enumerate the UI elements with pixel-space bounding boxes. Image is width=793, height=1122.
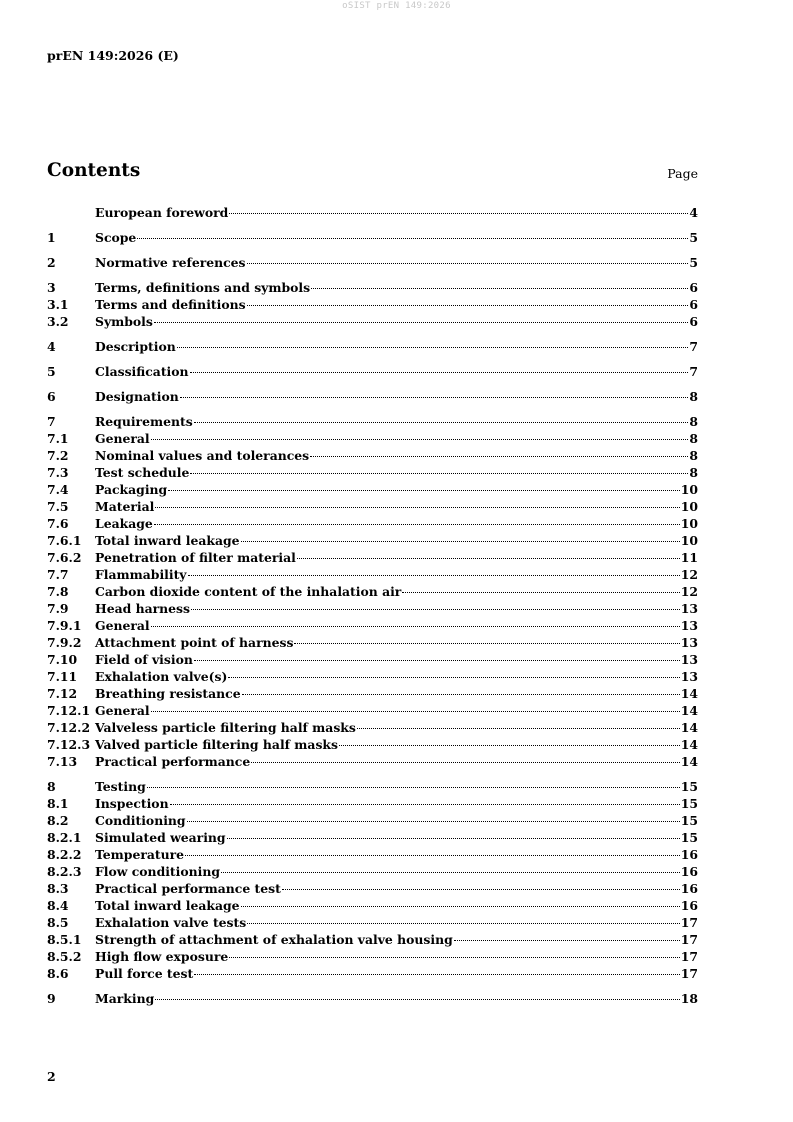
toc-entry-number: 9 xyxy=(47,991,56,1006)
toc-entry-number: 8.5 xyxy=(47,915,69,930)
toc-entry-number: 6 xyxy=(47,389,56,404)
toc-entry-number: 8 xyxy=(47,779,56,794)
toc-entry[interactable] xyxy=(47,430,698,447)
toc-entry[interactable] xyxy=(47,651,698,668)
toc-entry[interactable] xyxy=(47,753,698,770)
table-of-contents xyxy=(47,204,698,1007)
toc-dot-leader xyxy=(282,889,680,890)
document-id: prEN 149:2026 (E) xyxy=(47,48,179,63)
toc-entry-title: Inspection xyxy=(95,796,169,811)
toc-entry-title: Valveless particle filtering half masks xyxy=(95,720,356,735)
toc-entry[interactable] xyxy=(47,549,698,566)
toc-entry-page: 12 xyxy=(680,567,698,582)
toc-entry-title: Practical performance test xyxy=(95,881,281,896)
toc-dot-leader xyxy=(221,872,680,873)
toc-entry[interactable] xyxy=(47,338,698,355)
toc-entry-title: Exhalation valve tests xyxy=(95,915,247,930)
toc-entry-number: 7.12.2 xyxy=(47,720,91,735)
toc-entry-title: Penetration of filter material xyxy=(95,550,296,565)
toc-entry-title: Total inward leakage xyxy=(95,898,240,913)
toc-dot-leader xyxy=(311,288,688,289)
toc-entry-page: 8 xyxy=(689,414,698,429)
toc-entry[interactable] xyxy=(47,812,698,829)
toc-entry-page: 17 xyxy=(680,949,698,964)
toc-entry-number: 7.12.3 xyxy=(47,737,91,752)
toc-entry-title: Breathing resistance xyxy=(95,686,241,701)
watermark: oSIST prEN 149:2026 xyxy=(342,1,451,11)
toc-dot-leader xyxy=(454,940,680,941)
toc-entry-title: High flow exposure xyxy=(95,949,229,964)
toc-dot-leader xyxy=(185,855,680,856)
toc-entry-number: 8.5.1 xyxy=(47,932,82,947)
toc-entry-title: Flow conditioning xyxy=(95,864,221,879)
toc-entry-number: 7.1 xyxy=(47,431,69,446)
toc-entry-page: 7 xyxy=(689,339,698,354)
toc-entry-page: 8 xyxy=(689,465,698,480)
toc-entry-title: Pull force test xyxy=(95,966,194,981)
toc-entry-title: Field of vision xyxy=(95,652,193,667)
toc-entry-page: 14 xyxy=(680,686,698,701)
toc-dot-leader xyxy=(297,558,680,559)
toc-entry-number: 7.8 xyxy=(47,584,69,599)
toc-entry-page: 12 xyxy=(680,584,698,599)
toc-entry-number: 3.1 xyxy=(47,297,69,312)
toc-dot-leader xyxy=(228,677,679,678)
toc-dot-leader xyxy=(294,643,679,644)
toc-dot-leader xyxy=(180,397,689,398)
toc-entry-page: 15 xyxy=(680,796,698,811)
toc-entry-title: Flammability xyxy=(95,567,187,582)
toc-entry-page: 10 xyxy=(680,516,698,531)
toc-entry-title: Test schedule xyxy=(95,465,190,480)
toc-entry[interactable] xyxy=(47,204,698,221)
toc-entry[interactable] xyxy=(47,481,698,498)
toc-entry-title: Temperature xyxy=(95,847,185,862)
toc-entry-page: 16 xyxy=(680,898,698,913)
toc-entry-title: Simulated wearing xyxy=(95,830,226,845)
toc-entry-number: 8.3 xyxy=(47,881,69,896)
toc-entry-page: 5 xyxy=(689,255,698,270)
toc-entry-number: 7.4 xyxy=(47,482,69,497)
toc-entry-page: 7 xyxy=(689,364,698,379)
toc-entry-page: 8 xyxy=(689,431,698,446)
toc-dot-leader xyxy=(190,372,689,373)
toc-entry[interactable] xyxy=(47,254,698,271)
toc-dot-leader xyxy=(402,592,679,593)
toc-entry[interactable] xyxy=(47,931,698,948)
toc-entry-number: 7.11 xyxy=(47,669,78,684)
toc-entry[interactable] xyxy=(47,948,698,965)
toc-entry[interactable] xyxy=(47,736,698,753)
toc-entry-number: 8.2 xyxy=(47,813,69,828)
toc-entry-title: Testing xyxy=(95,779,146,794)
toc-entry-number: 8.2.3 xyxy=(47,864,82,879)
toc-entry-title: Classification xyxy=(95,364,189,379)
toc-entry[interactable] xyxy=(47,388,698,405)
toc-entry-title: Requirements xyxy=(95,414,193,429)
toc-dot-leader xyxy=(241,906,680,907)
toc-entry-page: 13 xyxy=(680,669,698,684)
toc-entry[interactable] xyxy=(47,566,698,583)
toc-entry-title: Symbols xyxy=(95,314,153,329)
toc-dot-leader xyxy=(137,238,688,239)
toc-entry[interactable] xyxy=(47,363,698,380)
toc-dot-leader xyxy=(194,974,680,975)
toc-entry-number: 7.13 xyxy=(47,754,78,769)
toc-entry-title: General xyxy=(95,703,150,718)
toc-entry-title: Terms, definitions and symbols xyxy=(95,280,311,295)
toc-entry[interactable] xyxy=(47,313,698,330)
toc-entry[interactable] xyxy=(47,296,698,313)
toc-entry-page: 16 xyxy=(680,881,698,896)
toc-entry[interactable] xyxy=(47,685,698,702)
toc-entry[interactable] xyxy=(47,617,698,634)
toc-dot-leader xyxy=(170,804,680,805)
toc-entry[interactable] xyxy=(47,863,698,880)
toc-dot-leader xyxy=(155,999,680,1000)
toc-entry-number: 8.6 xyxy=(47,966,69,981)
toc-entry[interactable] xyxy=(47,464,698,481)
toc-entry-page: 13 xyxy=(680,601,698,616)
toc-entry-page: 10 xyxy=(680,499,698,514)
toc-dot-leader xyxy=(154,524,680,525)
toc-entry-number: 3 xyxy=(47,280,56,295)
toc-entry-title: General xyxy=(95,431,150,446)
toc-entry-title: Description xyxy=(95,339,176,354)
toc-entry[interactable] xyxy=(47,229,698,246)
toc-entry[interactable] xyxy=(47,583,698,600)
toc-dot-leader xyxy=(154,322,689,323)
toc-entry-title: Designation xyxy=(95,389,179,404)
toc-entry-page: 14 xyxy=(680,754,698,769)
toc-entry-title: Leakage xyxy=(95,516,153,531)
toc-entry-number: 7.5 xyxy=(47,499,69,514)
toc-entry-number: 8.2.2 xyxy=(47,847,82,862)
toc-entry[interactable] xyxy=(47,413,698,430)
toc-entry-number: 5 xyxy=(47,364,56,379)
toc-entry-number: 7.2 xyxy=(47,448,69,463)
toc-dot-leader xyxy=(242,694,680,695)
toc-entry-page: 16 xyxy=(680,847,698,862)
toc-entry-page: 17 xyxy=(680,915,698,930)
toc-dot-leader xyxy=(187,821,680,822)
toc-entry-page: 14 xyxy=(680,703,698,718)
toc-dot-leader xyxy=(151,439,689,440)
toc-dot-leader xyxy=(168,490,680,491)
toc-dot-leader xyxy=(147,787,680,788)
toc-entry-number: 4 xyxy=(47,339,56,354)
toc-entry[interactable] xyxy=(47,778,698,795)
toc-entry-title: Nominal values and tolerances xyxy=(95,448,310,463)
toc-entry[interactable] xyxy=(47,702,698,719)
toc-dot-leader xyxy=(191,609,680,610)
toc-entry-page: 8 xyxy=(689,448,698,463)
toc-entry-number: 7.6 xyxy=(47,516,69,531)
toc-dot-leader xyxy=(227,838,680,839)
toc-entry-number: 7.9.2 xyxy=(47,635,82,650)
toc-entry-page: 15 xyxy=(680,813,698,828)
toc-entry-title: Packaging xyxy=(95,482,168,497)
toc-entry-title: Practical performance xyxy=(95,754,251,769)
page-number: 2 xyxy=(47,1069,56,1084)
toc-entry-title: Exhalation valve(s) xyxy=(95,669,228,684)
toc-entry-number: 7 xyxy=(47,414,56,429)
toc-dot-leader xyxy=(190,473,688,474)
toc-entry[interactable] xyxy=(47,719,698,736)
toc-entry[interactable] xyxy=(47,846,698,863)
toc-entry-number: 1 xyxy=(47,230,56,245)
toc-dot-leader xyxy=(251,762,680,763)
toc-entry-number: 7.3 xyxy=(47,465,69,480)
toc-dot-leader xyxy=(194,422,689,423)
toc-entry-title: Terms and definitions xyxy=(95,297,246,312)
toc-entry-page: 14 xyxy=(680,720,698,735)
toc-dot-leader xyxy=(247,263,689,264)
toc-entry[interactable] xyxy=(47,829,698,846)
toc-entry[interactable] xyxy=(47,914,698,931)
toc-entry-title: Attachment point of harness xyxy=(95,635,294,650)
toc-entry[interactable] xyxy=(47,279,698,296)
toc-entry-title: Scope xyxy=(95,230,137,245)
toc-entry-page: 16 xyxy=(680,864,698,879)
toc-dot-leader xyxy=(188,575,680,576)
page-column-label: Page xyxy=(667,166,698,181)
toc-entry-number: 8.5.2 xyxy=(47,949,82,964)
toc-dot-leader xyxy=(229,213,688,214)
toc-entry-page: 6 xyxy=(689,297,698,312)
toc-entry-page: 10 xyxy=(680,533,698,548)
toc-entry-page: 17 xyxy=(680,932,698,947)
toc-entry[interactable] xyxy=(47,634,698,651)
toc-dot-leader xyxy=(151,711,680,712)
toc-entry-title: Strength of attachment of exhalation valve housing xyxy=(95,932,453,947)
toc-entry-number: 3.2 xyxy=(47,314,69,329)
toc-entry-number: 7.9 xyxy=(47,601,69,616)
toc-entry-number: 7.6.1 xyxy=(47,533,82,548)
toc-entry-title: Marking xyxy=(95,991,155,1006)
toc-entry-page: 11 xyxy=(680,550,698,565)
toc-dot-leader xyxy=(194,660,680,661)
toc-entry-title: Material xyxy=(95,499,155,514)
toc-dot-leader xyxy=(229,957,680,958)
toc-entry[interactable] xyxy=(47,668,698,685)
toc-dot-leader xyxy=(247,305,689,306)
toc-entry-page: 18 xyxy=(680,991,698,1006)
toc-entry-page: 14 xyxy=(680,737,698,752)
toc-entry-number: 7.6.2 xyxy=(47,550,82,565)
toc-entry-number: 8.1 xyxy=(47,796,69,811)
toc-dot-leader xyxy=(357,728,680,729)
toc-entry-title: European foreword xyxy=(95,205,229,220)
toc-entry[interactable] xyxy=(47,897,698,914)
toc-dot-leader xyxy=(310,456,688,457)
toc-entry-title: Normative references xyxy=(95,255,246,270)
toc-entry[interactable] xyxy=(47,498,698,515)
toc-entry-number: 7.10 xyxy=(47,652,78,667)
toc-entry-page: 15 xyxy=(680,830,698,845)
contents-title: Contents xyxy=(47,160,141,181)
toc-entry[interactable] xyxy=(47,965,698,982)
toc-entry-title: Head harness xyxy=(95,601,191,616)
toc-entry-number: 8.4 xyxy=(47,898,69,913)
toc-entry-number: 8.2.1 xyxy=(47,830,82,845)
toc-dot-leader xyxy=(151,626,680,627)
toc-entry-title: Valved particle filtering half masks xyxy=(95,737,338,752)
toc-entry-page: 10 xyxy=(680,482,698,497)
toc-entry-page: 6 xyxy=(689,280,698,295)
toc-entry-page: 17 xyxy=(680,966,698,981)
toc-entry-page: 8 xyxy=(689,389,698,404)
toc-entry[interactable] xyxy=(47,880,698,897)
toc-entry[interactable] xyxy=(47,447,698,464)
toc-dot-leader xyxy=(339,745,680,746)
toc-entry-page: 13 xyxy=(680,635,698,650)
toc-entry-page: 4 xyxy=(689,205,698,220)
toc-entry-title: General xyxy=(95,618,150,633)
toc-entry-title: Total inward leakage xyxy=(95,533,240,548)
toc-entry-number: 7.12 xyxy=(47,686,78,701)
toc-entry-number: 2 xyxy=(47,255,56,270)
toc-entry[interactable] xyxy=(47,515,698,532)
toc-dot-leader xyxy=(177,347,689,348)
toc-entry-title: Carbon dioxide content of the inhalation air xyxy=(95,584,402,599)
toc-entry-number: 7.12.1 xyxy=(47,703,91,718)
toc-dot-leader xyxy=(247,923,680,924)
toc-dot-leader xyxy=(241,541,680,542)
toc-dot-leader xyxy=(155,507,679,508)
toc-entry-title: Conditioning xyxy=(95,813,186,828)
toc-entry-number: 7.7 xyxy=(47,567,69,582)
toc-entry-page: 6 xyxy=(689,314,698,329)
toc-entry-page: 13 xyxy=(680,618,698,633)
toc-entry-page: 5 xyxy=(689,230,698,245)
toc-entry[interactable] xyxy=(47,990,698,1007)
toc-entry[interactable] xyxy=(47,532,698,549)
toc-entry[interactable] xyxy=(47,600,698,617)
toc-entry-number: 7.9.1 xyxy=(47,618,82,633)
toc-entry-page: 13 xyxy=(680,652,698,667)
toc-entry[interactable] xyxy=(47,795,698,812)
toc-entry-page: 15 xyxy=(680,779,698,794)
